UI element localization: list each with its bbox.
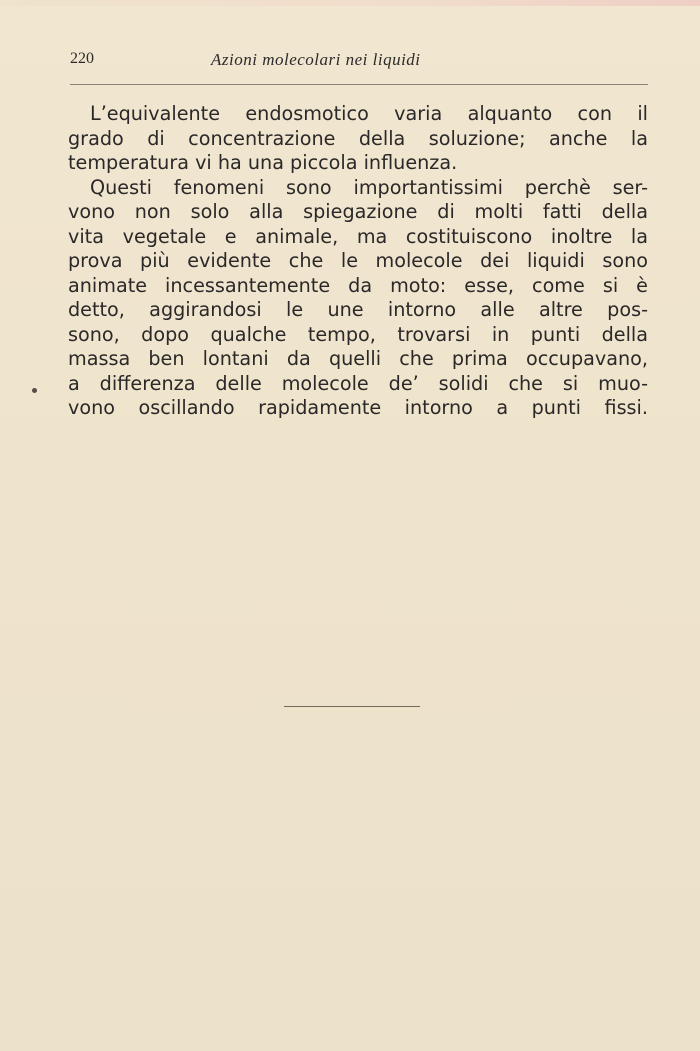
text-line: prova più evidente che le molecole dei liquidi sono (68, 249, 648, 272)
running-title: Azioni molecolari nei liquidi (211, 50, 421, 69)
section-end-rule (284, 706, 420, 707)
body-text (68, 102, 648, 421)
text-line: detto, aggirandosi le une intorno alle altre pos- (68, 298, 648, 321)
text-line: temperatura vi ha una piccola influenza. (68, 151, 458, 174)
page-header (70, 50, 648, 80)
page-edge-tint (0, 0, 700, 6)
text-line: vono non solo alla spiegazione di molti fatti della (68, 200, 648, 223)
text-line: sono, dopo qualche tempo, trovarsi in punti della (68, 322, 648, 346)
text-line: a differenza delle molecole de’ solidi che si muo- (68, 371, 648, 395)
paragraph-2 (68, 176, 648, 421)
text-line: grado di concentrazione della soluzione; anche la (68, 126, 648, 150)
page-number: 220 (70, 50, 94, 67)
header-rule (70, 84, 648, 85)
paragraph-1 (68, 102, 648, 176)
text-line: vono oscillando rapidamente intorno a punti fissi. (68, 396, 648, 419)
text-line: Questi fenomeni sono importantissimi perchè ser- (90, 175, 648, 199)
text-line: massa ben lontani da quelli che prima occupavano, (68, 347, 648, 370)
text-line: animate incessantemente da moto: esse, come si è (68, 273, 648, 297)
text-line: vita vegetale e animale, ma costituiscono inoltre la (68, 224, 648, 248)
text-line: L’equivalente endosmotico varia alquanto con il (90, 102, 648, 125)
margin-mark (32, 388, 37, 393)
